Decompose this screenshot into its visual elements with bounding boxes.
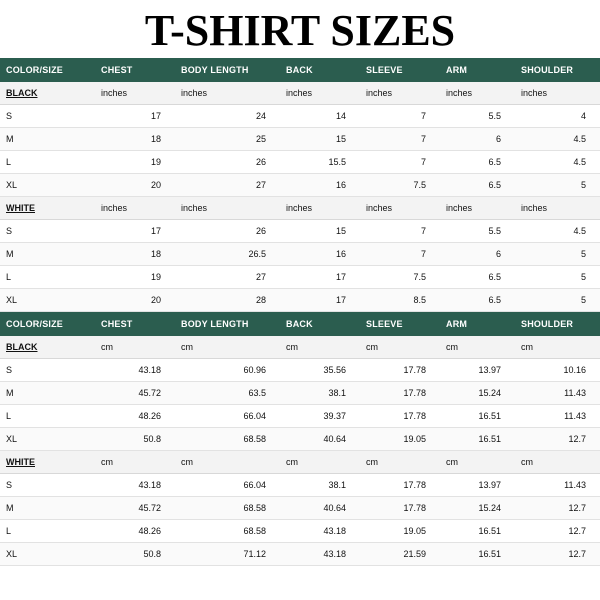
cell-shoulder: 5 xyxy=(515,289,600,312)
table-row xyxy=(0,243,600,266)
cell-chest: 18 xyxy=(95,128,175,151)
column-header-color-size: COLOR/SIZE xyxy=(0,58,95,82)
column-header-color-size: COLOR/SIZE xyxy=(0,312,95,336)
cell-sleeve: 17.78 xyxy=(360,474,440,497)
cell-size: S xyxy=(0,474,95,497)
table-row xyxy=(0,474,600,497)
cell-size: S xyxy=(0,359,95,382)
group-unit-arm: cm xyxy=(440,451,515,474)
cell-shoulder: 4 xyxy=(515,105,600,128)
cell-shoulder: 11.43 xyxy=(515,405,600,428)
cell-arm: 6.5 xyxy=(440,289,515,312)
cell-sleeve: 7 xyxy=(360,151,440,174)
cell-sleeve: 19.05 xyxy=(360,520,440,543)
cell-chest: 48.26 xyxy=(95,520,175,543)
cell-chest: 43.18 xyxy=(95,474,175,497)
table-row xyxy=(0,520,600,543)
group-header-row-white-cm xyxy=(0,451,600,474)
cell-back: 43.18 xyxy=(280,543,360,566)
group-unit-back: inches xyxy=(280,82,360,105)
group-label-black: BLACK xyxy=(0,336,95,359)
cell-arm: 15.24 xyxy=(440,382,515,405)
cell-sleeve: 7 xyxy=(360,220,440,243)
cell-size: L xyxy=(0,405,95,428)
cell-arm: 6 xyxy=(440,128,515,151)
table-row xyxy=(0,428,600,451)
cell-sleeve: 21.59 xyxy=(360,543,440,566)
cell-arm: 5.5 xyxy=(440,105,515,128)
cell-chest: 17 xyxy=(95,220,175,243)
cell-chest: 45.72 xyxy=(95,497,175,520)
group-header-row-white-inches xyxy=(0,197,600,220)
cell-body-length: 26 xyxy=(175,220,280,243)
cell-back: 17 xyxy=(280,289,360,312)
table-row xyxy=(0,359,600,382)
cell-body-length: 27 xyxy=(175,266,280,289)
table-row xyxy=(0,405,600,428)
group-unit-sleeve: cm xyxy=(360,451,440,474)
inches-size-table xyxy=(0,58,600,312)
cell-arm: 16.51 xyxy=(440,520,515,543)
page-title: T-SHIRT SIZES xyxy=(144,6,456,55)
cell-body-length: 26.5 xyxy=(175,243,280,266)
group-header-row-black-inches xyxy=(0,82,600,105)
cell-sleeve: 8.5 xyxy=(360,289,440,312)
column-header-chest: CHEST xyxy=(95,58,175,82)
cell-back: 43.18 xyxy=(280,520,360,543)
cell-size: M xyxy=(0,497,95,520)
cell-back: 15.5 xyxy=(280,151,360,174)
group-unit-chest: inches xyxy=(95,82,175,105)
cell-shoulder: 10.16 xyxy=(515,359,600,382)
cell-arm: 6.5 xyxy=(440,174,515,197)
column-header-back: BACK xyxy=(280,312,360,336)
cell-shoulder: 4.5 xyxy=(515,128,600,151)
cell-chest: 20 xyxy=(95,289,175,312)
group-unit-body-length: cm xyxy=(175,451,280,474)
cell-body-length: 68.58 xyxy=(175,497,280,520)
cell-chest: 19 xyxy=(95,266,175,289)
cell-sleeve: 17.78 xyxy=(360,497,440,520)
column-header-arm: ARM xyxy=(440,58,515,82)
group-unit-chest: inches xyxy=(95,197,175,220)
cell-arm: 13.97 xyxy=(440,359,515,382)
cell-body-length: 26 xyxy=(175,151,280,174)
group-unit-shoulder: inches xyxy=(515,82,600,105)
cell-body-length: 68.58 xyxy=(175,428,280,451)
group-label-white: WHITE xyxy=(0,451,95,474)
cell-back: 38.1 xyxy=(280,474,360,497)
table-row xyxy=(0,289,600,312)
table-row xyxy=(0,543,600,566)
group-unit-arm: inches xyxy=(440,197,515,220)
cell-arm: 6 xyxy=(440,243,515,266)
cell-body-length: 27 xyxy=(175,174,280,197)
cell-chest: 45.72 xyxy=(95,382,175,405)
cm-table-body xyxy=(0,336,600,566)
cell-size: M xyxy=(0,128,95,151)
cell-chest: 17 xyxy=(95,105,175,128)
cell-size: S xyxy=(0,220,95,243)
cell-body-length: 71.12 xyxy=(175,543,280,566)
column-header-arm: ARM xyxy=(440,312,515,336)
cell-arm: 5.5 xyxy=(440,220,515,243)
group-unit-arm: cm xyxy=(440,336,515,359)
cell-body-length: 28 xyxy=(175,289,280,312)
group-unit-sleeve: cm xyxy=(360,336,440,359)
cell-shoulder: 5 xyxy=(515,266,600,289)
cell-shoulder: 12.7 xyxy=(515,497,600,520)
group-unit-back: cm xyxy=(280,451,360,474)
group-unit-shoulder: inches xyxy=(515,197,600,220)
cell-sleeve: 7 xyxy=(360,128,440,151)
cell-shoulder: 12.7 xyxy=(515,520,600,543)
group-unit-arm: inches xyxy=(440,82,515,105)
cell-chest: 43.18 xyxy=(95,359,175,382)
cell-arm: 6.5 xyxy=(440,151,515,174)
cell-body-length: 63.5 xyxy=(175,382,280,405)
cell-shoulder: 12.7 xyxy=(515,543,600,566)
cell-size: L xyxy=(0,151,95,174)
cell-back: 16 xyxy=(280,174,360,197)
cell-sleeve: 19.05 xyxy=(360,428,440,451)
cell-sleeve: 7.5 xyxy=(360,174,440,197)
cell-size: XL xyxy=(0,543,95,566)
cm-size-table xyxy=(0,312,600,566)
group-unit-sleeve: inches xyxy=(360,197,440,220)
cell-arm: 16.51 xyxy=(440,428,515,451)
group-unit-body-length: inches xyxy=(175,82,280,105)
cell-chest: 19 xyxy=(95,151,175,174)
cell-size: M xyxy=(0,382,95,405)
cell-chest: 18 xyxy=(95,243,175,266)
cell-shoulder: 11.43 xyxy=(515,382,600,405)
group-unit-shoulder: cm xyxy=(515,451,600,474)
cell-chest: 20 xyxy=(95,174,175,197)
cell-shoulder: 4.5 xyxy=(515,151,600,174)
table-row xyxy=(0,151,600,174)
table-row xyxy=(0,497,600,520)
table-header-row xyxy=(0,312,600,336)
group-unit-back: cm xyxy=(280,336,360,359)
table-header-row xyxy=(0,58,600,82)
inches-table-header xyxy=(0,58,600,82)
table-row xyxy=(0,128,600,151)
table-row xyxy=(0,266,600,289)
group-unit-body-length: inches xyxy=(175,197,280,220)
cell-sleeve: 7.5 xyxy=(360,266,440,289)
cell-sleeve: 17.78 xyxy=(360,359,440,382)
group-header-row-black-cm xyxy=(0,336,600,359)
cell-arm: 16.51 xyxy=(440,543,515,566)
column-header-shoulder: SHOULDER xyxy=(515,58,600,82)
cell-sleeve: 7 xyxy=(360,105,440,128)
cell-arm: 16.51 xyxy=(440,405,515,428)
cell-size: M xyxy=(0,243,95,266)
cell-back: 16 xyxy=(280,243,360,266)
cell-arm: 15.24 xyxy=(440,497,515,520)
table-row xyxy=(0,382,600,405)
column-header-sleeve: SLEEVE xyxy=(360,58,440,82)
cell-shoulder: 12.7 xyxy=(515,428,600,451)
group-unit-sleeve: inches xyxy=(360,82,440,105)
cell-back: 15 xyxy=(280,220,360,243)
cell-back: 35.56 xyxy=(280,359,360,382)
cell-arm: 13.97 xyxy=(440,474,515,497)
cell-body-length: 25 xyxy=(175,128,280,151)
cell-back: 40.64 xyxy=(280,497,360,520)
cell-body-length: 60.96 xyxy=(175,359,280,382)
table-row xyxy=(0,105,600,128)
column-header-body-length: BODY LENGTH xyxy=(175,312,280,336)
group-unit-chest: cm xyxy=(95,451,175,474)
cell-chest: 48.26 xyxy=(95,405,175,428)
cell-shoulder: 11.43 xyxy=(515,474,600,497)
group-unit-chest: cm xyxy=(95,336,175,359)
cell-shoulder: 5 xyxy=(515,243,600,266)
cell-sleeve: 17.78 xyxy=(360,405,440,428)
group-label-black: BLACK xyxy=(0,82,95,105)
cell-body-length: 68.58 xyxy=(175,520,280,543)
cell-body-length: 24 xyxy=(175,105,280,128)
cell-size: XL xyxy=(0,428,95,451)
cell-back: 40.64 xyxy=(280,428,360,451)
cell-shoulder: 4.5 xyxy=(515,220,600,243)
column-header-body-length: BODY LENGTH xyxy=(175,58,280,82)
cell-body-length: 66.04 xyxy=(175,474,280,497)
cell-sleeve: 17.78 xyxy=(360,382,440,405)
column-header-shoulder: SHOULDER xyxy=(515,312,600,336)
cell-arm: 6.5 xyxy=(440,266,515,289)
cell-sleeve: 7 xyxy=(360,243,440,266)
group-label-white: WHITE xyxy=(0,197,95,220)
cell-chest: 50.8 xyxy=(95,543,175,566)
cell-size: XL xyxy=(0,289,95,312)
cell-back: 39.37 xyxy=(280,405,360,428)
cell-back: 17 xyxy=(280,266,360,289)
column-header-chest: CHEST xyxy=(95,312,175,336)
cm-table-header xyxy=(0,312,600,336)
column-header-sleeve: SLEEVE xyxy=(360,312,440,336)
cell-back: 38.1 xyxy=(280,382,360,405)
group-unit-body-length: cm xyxy=(175,336,280,359)
cell-size: XL xyxy=(0,174,95,197)
cell-chest: 50.8 xyxy=(95,428,175,451)
table-row xyxy=(0,174,600,197)
cell-body-length: 66.04 xyxy=(175,405,280,428)
cell-size: L xyxy=(0,520,95,543)
column-header-back: BACK xyxy=(280,58,360,82)
table-row xyxy=(0,220,600,243)
inches-table-body xyxy=(0,82,600,312)
group-unit-shoulder: cm xyxy=(515,336,600,359)
cell-size: L xyxy=(0,266,95,289)
cell-back: 14 xyxy=(280,105,360,128)
cell-shoulder: 5 xyxy=(515,174,600,197)
cell-back: 15 xyxy=(280,128,360,151)
group-unit-back: inches xyxy=(280,197,360,220)
cell-size: S xyxy=(0,105,95,128)
